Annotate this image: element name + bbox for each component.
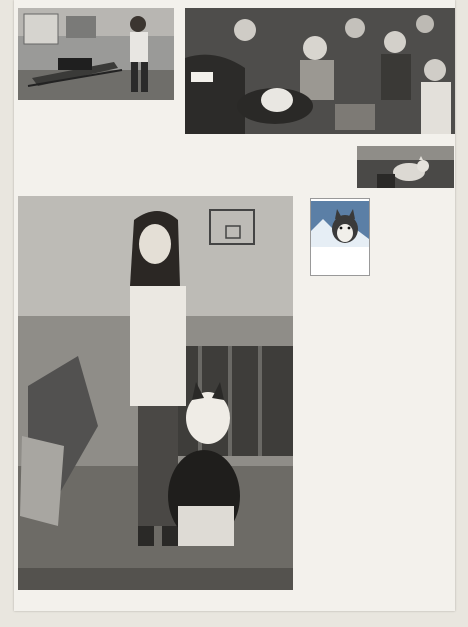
newspaper-page xyxy=(14,0,455,611)
photo-small-dog xyxy=(357,146,454,188)
kids-husky-illustration xyxy=(185,8,455,134)
article-body-bottom xyxy=(310,280,454,596)
musher-sled-illustration xyxy=(18,8,174,100)
photo-kindergartners-husky xyxy=(185,8,455,134)
photo-musher-sled xyxy=(18,8,174,100)
small-dog-illustration xyxy=(357,146,454,188)
photo-musher-with-husky xyxy=(18,196,293,590)
race-logo xyxy=(310,198,370,276)
musher-husky-illustration xyxy=(18,196,293,590)
husky-logo-icon xyxy=(311,201,369,247)
